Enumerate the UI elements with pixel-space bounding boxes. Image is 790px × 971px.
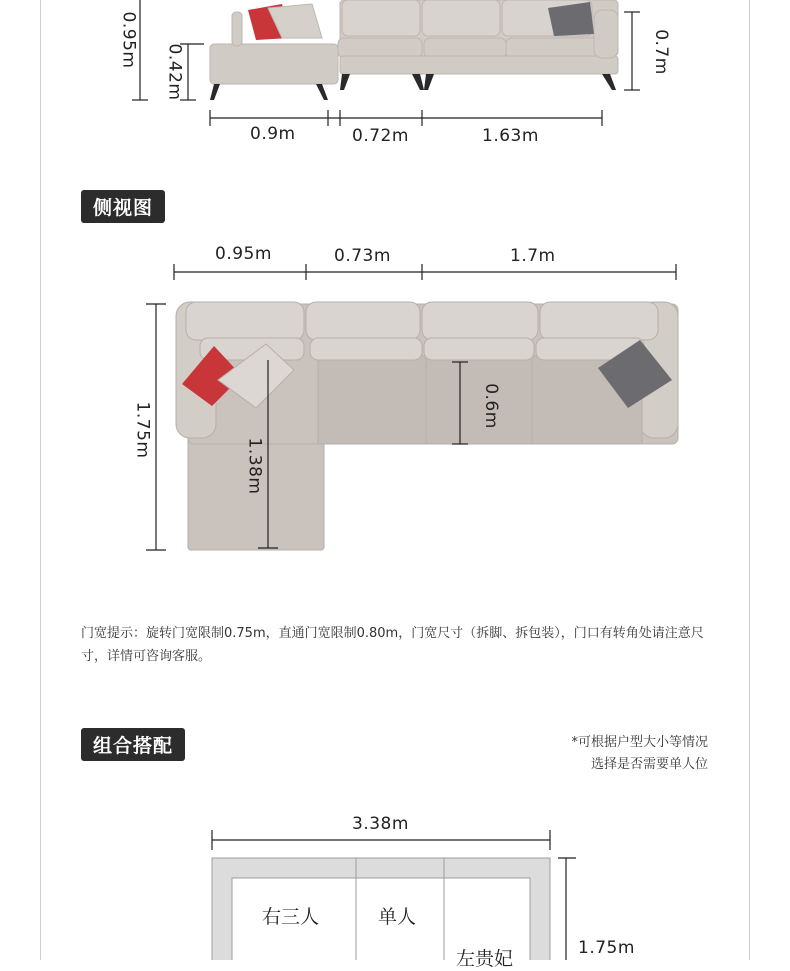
combo-cell-left-chaise: 左贵妃 (456, 948, 514, 970)
front-back-height: 0.7m (650, 29, 671, 75)
side-top-c: 1.7m (510, 246, 556, 266)
combo-depth: 1.75m (578, 938, 635, 958)
side-top-a: 0.95m (215, 244, 272, 264)
front-seat-height: 0.42m (164, 43, 185, 101)
front-width-chaise: 0.9m (250, 124, 296, 144)
front-width-main: 1.63m (482, 126, 539, 146)
front-height-total: 0.95m (118, 11, 139, 69)
combo-aside-line2: 选择是否需要单人位 (590, 757, 708, 772)
side-view-tag: 侧视图 (81, 190, 165, 223)
side-seat-depth: 0.6m (480, 383, 501, 429)
door-width-note: 门宽提示：旋转门宽限制0.75m，直通门宽限制0.80m，门宽尺寸（拆脚、拆包装），门口有转角处请注意尺寸，详情可咨询客服。 (81, 626, 704, 664)
combo-aside-line1: *可根据户型大小等情况 (571, 735, 708, 750)
side-top-b: 0.73m (334, 246, 391, 266)
combo-width: 3.38m (352, 814, 409, 834)
front-width-single: 0.72m (352, 126, 409, 146)
side-chaise-depth: 1.38m (244, 437, 265, 495)
combo-cell-single: 单人 (378, 906, 417, 928)
side-depth-total: 1.75m (132, 401, 153, 459)
combo-cell-right-three: 右三人 (262, 906, 320, 928)
combo-tag: 组合搭配 (81, 728, 185, 761)
